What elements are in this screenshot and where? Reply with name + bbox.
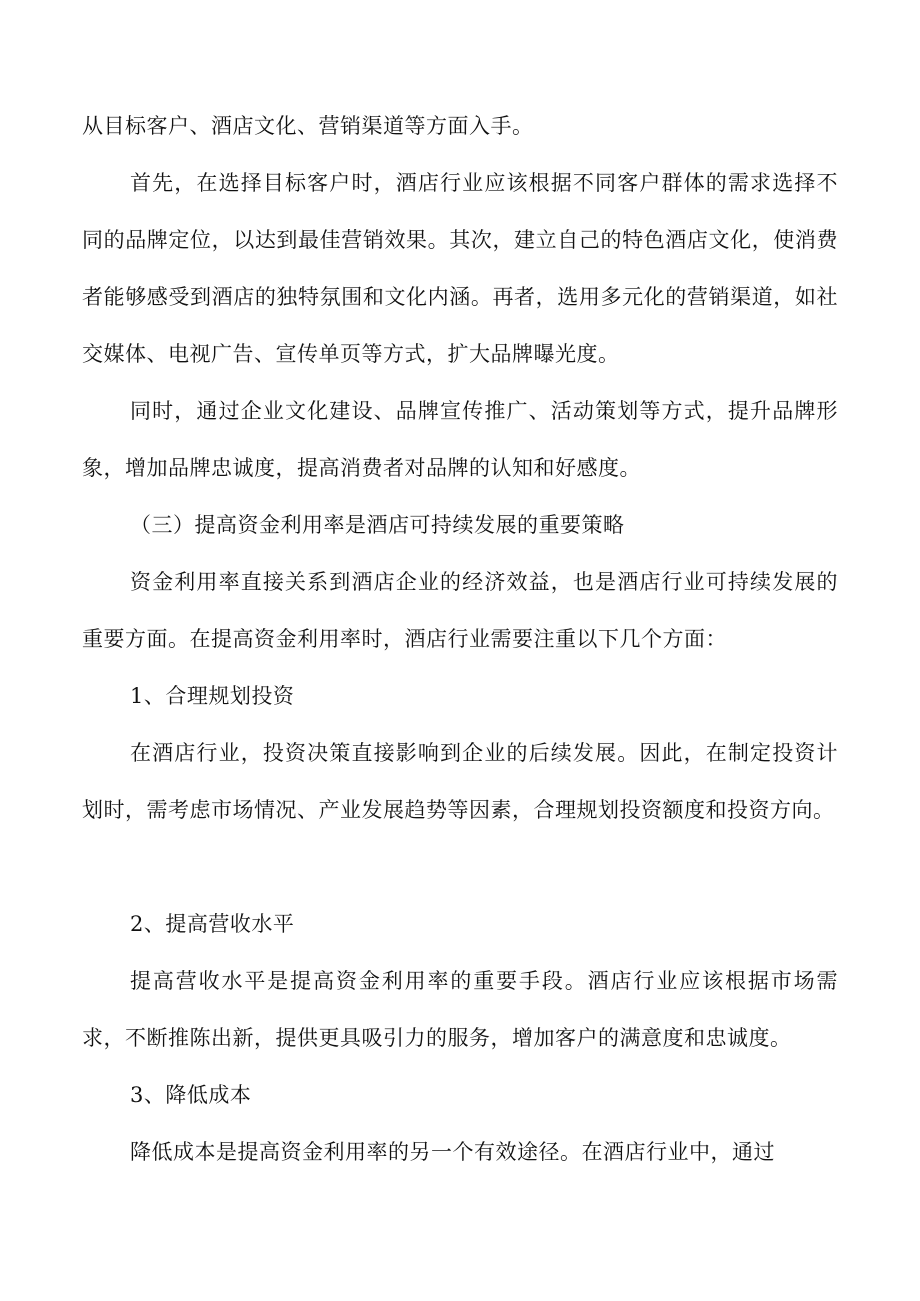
- paragraph-investment-planning: 在酒店行业，投资决策直接影响到企业的后续发展。因此，在制定投资计划时，需考虑市场情况、产业发展趋势等因素，合理规划投资额度和投资方向。: [82, 741, 838, 822]
- paragraph-brand-image: 同时，通过企业文化建设、品牌宣传推广、活动策划等方式，提升品牌形象，增加品牌忠诚度，提高消费者对品牌的认知和好感度。: [82, 399, 838, 480]
- paragraph-continuation: 从目标客户、酒店文化、营销渠道等方面入手。: [82, 114, 534, 138]
- paragraph-cost-reduction: 降低成本是提高资金利用率的另一个有效途径。在酒店行业中，通过: [130, 1140, 775, 1164]
- paragraph-capital-efficiency: 资金利用率直接关系到酒店企业的经济效益，也是酒店行业可持续发展的重要方面。在提高资金利用率时，酒店行业需要注重以下几个方面：: [82, 570, 838, 651]
- section-heading-3: （三）提高资金利用率是酒店可持续发展的重要策略: [130, 513, 625, 537]
- paragraph-revenue: 提高营收水平是提高资金利用率的重要手段。酒店行业应该根据市场需求，不断推陈出新，提供更具吸引力的服务，增加客户的满意度和忠诚度。: [82, 969, 838, 1050]
- subheading-2: 2、提高营收水平: [130, 912, 295, 936]
- subheading-1: 1、合理规划投资: [130, 684, 295, 708]
- paragraph-target-customers: 首先，在选择目标客户时，酒店行业应该根据不同客户群体的需求选择不同的品牌定位，以达到最佳营销效果。其次，建立自己的特色酒店文化，使消费者能够感受到酒店的独特氛围和文化内涵。再者，选用多元化的营销渠道，如社交媒体、电视广告、宣传单页等方式，扩大品牌曝光度。: [82, 171, 838, 366]
- subheading-3: 3、降低成本: [130, 1083, 252, 1107]
